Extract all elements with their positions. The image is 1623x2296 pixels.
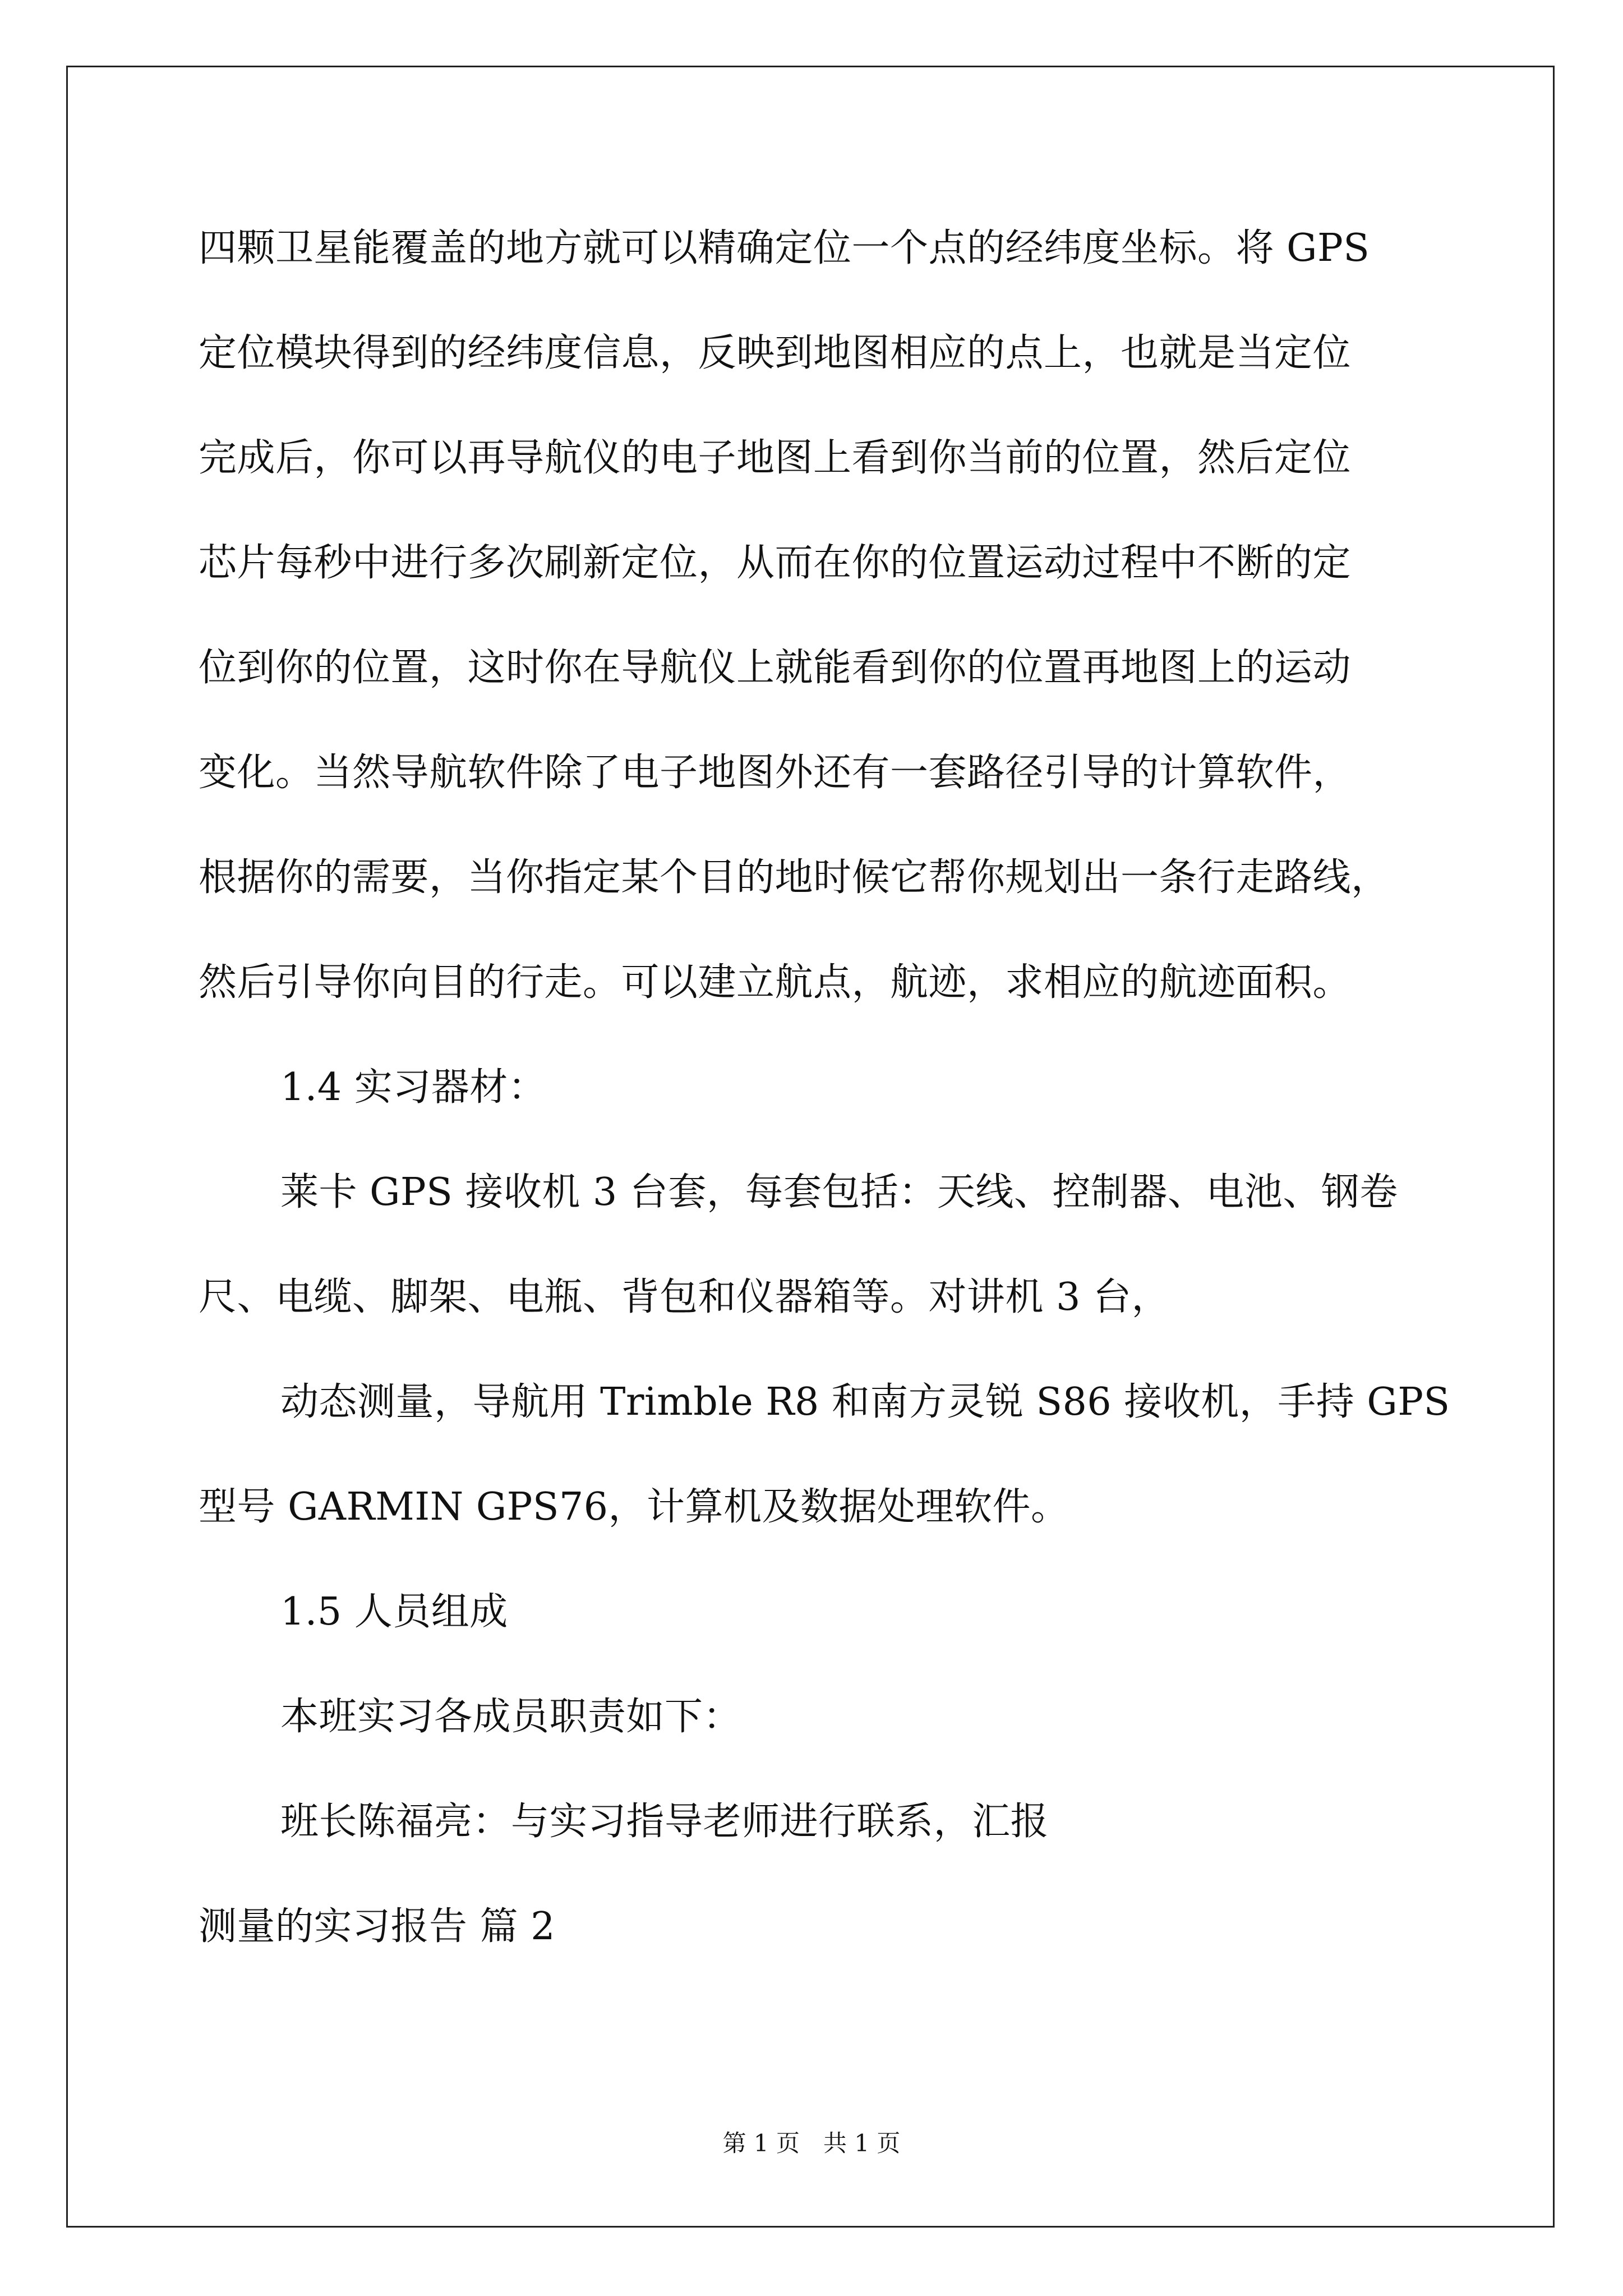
paragraph-line: 定位模块得到的经纬度信息，反映到地图相应的点上，也就是当定位: [199, 331, 1352, 375]
page-number-footer: 第 1 页 共 1 页: [722, 2129, 901, 2157]
paragraph-line: 动态测量，导航用 Trimble R8 和南方灵锐 S86 接收机，手持 GPS: [280, 1380, 1450, 1424]
paragraph-line: 尺、电缆、脚架、电瓶、背包和仪器箱等。对讲机 3 台，: [199, 1275, 1170, 1319]
paragraph-line: 本班实习各成员职责如下：: [280, 1695, 742, 1739]
paragraph-line: 班长陈福亮：与实习指导老师进行联系，汇报: [280, 1800, 1049, 1844]
paragraph-line: 芯片每秒中进行多次刷新定位，从而在你的位置运动过程中不断的定: [199, 541, 1352, 585]
page-border: [66, 66, 1555, 2228]
paragraph-line: 莱卡 GPS 接收机 3 台套，每套包括：天线、控制器、电池、钢卷: [280, 1170, 1398, 1214]
paragraph-line: 然后引导你向目的行走。可以建立航点，航迹，求相应的航迹面积。: [199, 960, 1352, 1005]
paragraph-line: 位到你的位置，这时你在导航仪上就能看到你的位置再地图上的运动: [199, 646, 1352, 690]
paragraph-line: 四颗卫星能覆盖的地方就可以精确定位一个点的经纬度坐标。将 GPS: [199, 226, 1370, 270]
paragraph-line: 完成后，你可以再导航仪的电子地图上看到你当前的位置，然后定位: [199, 436, 1352, 480]
paragraph-line: 根据你的需要，当你指定某个目的地时候它帮你规划出一条行走路线，: [199, 855, 1390, 900]
section-heading: 1.5 人员组成: [280, 1590, 508, 1634]
report-title-line: 测量的实习报告 篇 2: [199, 1904, 555, 1949]
paragraph-line: 型号 GARMIN GPS76，计算机及数据处理软件。: [199, 1485, 1069, 1529]
paragraph-line: 变化。当然导航软件除了电子地图外还有一套路径引导的计算软件，: [199, 751, 1352, 795]
section-heading: 1.4 实习器材：: [280, 1065, 547, 1110]
